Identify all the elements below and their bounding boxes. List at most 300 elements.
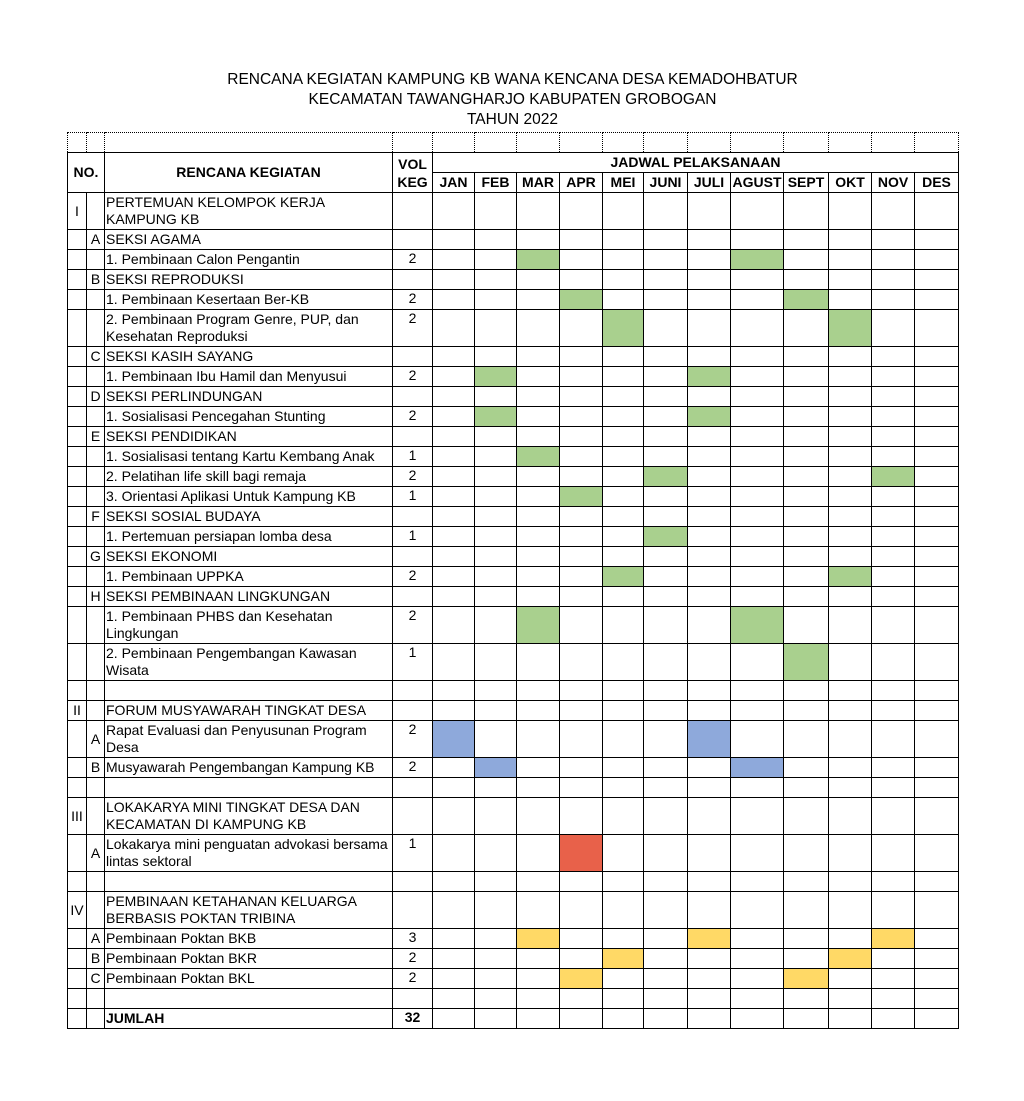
schedule-cell <box>560 367 603 387</box>
row-number <box>68 270 87 290</box>
schedule-cell <box>829 872 872 892</box>
schedule-cell <box>433 547 475 567</box>
schedule-cell <box>644 347 688 367</box>
table-body <box>68 133 959 1029</box>
schedule-cell <box>688 758 731 778</box>
schedule-cell <box>784 989 829 1009</box>
row-number <box>68 367 87 387</box>
schedule-cell <box>915 681 959 701</box>
schedule-cell <box>915 949 959 969</box>
schedule-cell <box>644 681 688 701</box>
schedule-cell <box>560 872 603 892</box>
schedule-cell <box>915 193 959 230</box>
schedule-cell <box>560 644 603 681</box>
activity-volume: 1 <box>393 447 433 467</box>
schedule-cell <box>829 778 872 798</box>
row-letter <box>87 701 105 721</box>
activity-volume: 2 <box>393 949 433 969</box>
schedule-cell <box>517 949 560 969</box>
schedule-cell <box>603 250 644 270</box>
schedule-cell <box>872 230 915 250</box>
table-row <box>68 310 959 347</box>
schedule-mark <box>560 290 603 310</box>
schedule-cell <box>688 193 731 230</box>
schedule-cell <box>603 835 644 872</box>
row-number: IV <box>68 892 87 929</box>
schedule-cell <box>829 587 872 607</box>
schedule-cell <box>915 250 959 270</box>
schedule-cell <box>872 270 915 290</box>
row-letter: F <box>87 507 105 527</box>
schedule-mark <box>517 929 560 949</box>
schedule-cell <box>644 969 688 989</box>
schedule-cell <box>829 547 872 567</box>
schedule-cell <box>644 892 688 929</box>
schedule-cell <box>829 427 872 447</box>
schedule-cell <box>603 1009 644 1029</box>
schedule-cell <box>517 587 560 607</box>
schedule-mark <box>731 250 784 270</box>
schedule-cell <box>560 989 603 1009</box>
activity-text: 1. Pertemuan persiapan lomba desa <box>105 527 393 547</box>
schedule-cell <box>731 447 784 467</box>
table-row <box>68 250 959 270</box>
schedule-cell <box>603 872 644 892</box>
row-letter: G <box>87 547 105 567</box>
schedule-cell <box>872 587 915 607</box>
schedule-cell <box>475 989 517 1009</box>
schedule-cell <box>872 507 915 527</box>
schedule-cell <box>872 527 915 547</box>
schedule-cell <box>517 701 560 721</box>
schedule-cell <box>560 447 603 467</box>
schedule-cell <box>644 250 688 270</box>
schedule-cell <box>784 872 829 892</box>
schedule-cell <box>731 487 784 507</box>
row-number: I <box>68 193 87 230</box>
row-number <box>68 407 87 427</box>
activity-volume: 1 <box>393 644 433 681</box>
row-letter: B <box>87 270 105 290</box>
schedule-cell <box>688 892 731 929</box>
schedule-cell <box>872 487 915 507</box>
schedule-cell <box>872 447 915 467</box>
activity-text: Pembinaan Poktan BKL <box>105 969 393 989</box>
schedule-cell <box>784 367 829 387</box>
table-row <box>68 507 959 527</box>
table-row <box>68 798 959 835</box>
activity-volume: 1 <box>393 527 433 547</box>
row-number <box>68 778 87 798</box>
activity-volume: 2 <box>393 310 433 347</box>
schedule-cell <box>475 721 517 758</box>
schedule-cell <box>688 835 731 872</box>
schedule-cell <box>433 347 475 367</box>
schedule-cell <box>644 387 688 407</box>
schedule-mark <box>731 758 784 778</box>
activity-text: Rapat Evaluasi dan Penyusunan Program Desa <box>105 721 393 758</box>
activity-volume <box>393 798 433 835</box>
schedule-cell <box>603 607 644 644</box>
schedule-cell <box>784 701 829 721</box>
schedule-cell <box>872 567 915 587</box>
schedule-cell <box>915 989 959 1009</box>
schedule-cell <box>829 193 872 230</box>
schedule-cell <box>433 310 475 347</box>
row-letter <box>87 681 105 701</box>
schedule-cell <box>644 487 688 507</box>
schedule-cell <box>560 427 603 447</box>
schedule-cell <box>915 758 959 778</box>
row-number <box>68 447 87 467</box>
row-letter: D <box>87 387 105 407</box>
header-keg: KEG <box>397 173 428 190</box>
schedule-cell <box>872 778 915 798</box>
schedule-cell <box>915 835 959 872</box>
schedule-cell <box>731 407 784 427</box>
row-letter <box>87 778 105 798</box>
schedule-cell <box>517 270 560 290</box>
schedule-cell <box>560 681 603 701</box>
schedule-cell <box>829 758 872 778</box>
activity-volume: 2 <box>393 367 433 387</box>
schedule-cell <box>603 193 644 230</box>
row-number <box>68 969 87 989</box>
schedule-cell <box>433 644 475 681</box>
schedule-cell <box>475 230 517 250</box>
activity-volume <box>393 427 433 447</box>
schedule-cell <box>433 230 475 250</box>
schedule-cell <box>475 250 517 270</box>
schedule-cell <box>872 347 915 367</box>
schedule-cell <box>433 507 475 527</box>
month-header: FEB <box>475 173 517 193</box>
activity-text <box>105 872 393 892</box>
schedule-cell <box>731 367 784 387</box>
schedule-cell <box>688 644 731 681</box>
schedule-cell <box>644 929 688 949</box>
row-number <box>68 721 87 758</box>
month-header: JAN <box>433 173 475 193</box>
schedule-cell <box>603 892 644 929</box>
total-blank-cell <box>68 1009 87 1029</box>
table-row <box>68 969 959 989</box>
schedule-cell <box>872 607 915 644</box>
activity-volume <box>393 547 433 567</box>
schedule-mark <box>475 367 517 387</box>
total-value: 32 <box>393 1009 433 1029</box>
schedule-cell <box>517 427 560 447</box>
row-number <box>68 949 87 969</box>
activity-volume: 2 <box>393 467 433 487</box>
row-number <box>68 547 87 567</box>
row-number <box>68 427 87 447</box>
schedule-cell <box>603 290 644 310</box>
schedule-cell <box>603 547 644 567</box>
schedule-cell <box>872 949 915 969</box>
schedule-cell <box>517 507 560 527</box>
schedule-cell <box>433 835 475 872</box>
schedule-cell <box>829 447 872 467</box>
row-number <box>68 230 87 250</box>
schedule-cell <box>517 778 560 798</box>
schedule-mark <box>784 644 829 681</box>
schedule-cell <box>829 347 872 367</box>
schedule-cell <box>731 681 784 701</box>
schedule-cell <box>603 407 644 427</box>
schedule-cell <box>603 721 644 758</box>
activity-text: SEKSI EKONOMI <box>105 547 393 567</box>
schedule-cell <box>688 290 731 310</box>
schedule-cell <box>603 270 644 290</box>
schedule-cell <box>560 949 603 969</box>
schedule-cell <box>731 193 784 230</box>
total-label: JUMLAH <box>105 1009 393 1029</box>
schedule-cell <box>433 427 475 447</box>
schedule-cell <box>872 367 915 387</box>
schedule-cell <box>829 989 872 1009</box>
schedule-cell <box>784 798 829 835</box>
activity-volume: 1 <box>393 835 433 872</box>
schedule-cell <box>829 467 872 487</box>
schedule-cell <box>644 507 688 527</box>
schedule-cell <box>560 250 603 270</box>
schedule-cell <box>433 250 475 270</box>
row-letter <box>87 290 105 310</box>
schedule-cell <box>688 798 731 835</box>
schedule-cell <box>603 587 644 607</box>
schedule-cell <box>644 949 688 969</box>
schedule-cell <box>517 969 560 989</box>
schedule-cell <box>517 872 560 892</box>
activity-text: 1. Sosialisasi Pencegahan Stunting <box>105 407 393 427</box>
schedule-cell <box>872 644 915 681</box>
month-header: DES <box>915 173 959 193</box>
schedule-cell <box>433 527 475 547</box>
schedule-cell <box>560 758 603 778</box>
schedule-cell <box>517 367 560 387</box>
row-number <box>68 467 87 487</box>
schedule-cell <box>433 778 475 798</box>
row-letter: A <box>87 929 105 949</box>
header-vol: VOL <box>398 155 427 172</box>
table-row <box>68 387 959 407</box>
schedule-cell <box>475 1009 517 1029</box>
table-row <box>68 467 959 487</box>
activity-text: SEKSI PENDIDIKAN <box>105 427 393 447</box>
table-row <box>68 681 959 701</box>
schedule-cell <box>560 407 603 427</box>
schedule-cell <box>517 230 560 250</box>
schedule-cell <box>872 310 915 347</box>
activity-text: 1. Pembinaan UPPKA <box>105 567 393 587</box>
schedule-cell <box>915 607 959 644</box>
schedule-cell <box>475 193 517 230</box>
schedule-cell <box>915 798 959 835</box>
schedule-cell <box>560 778 603 798</box>
schedule-cell <box>829 1009 872 1029</box>
row-letter <box>87 367 105 387</box>
schedule-cell <box>784 387 829 407</box>
row-number <box>68 835 87 872</box>
total-blank-cell <box>87 1009 105 1029</box>
schedule-cell <box>688 507 731 527</box>
schedule-cell <box>915 547 959 567</box>
schedule-cell <box>644 587 688 607</box>
schedule-cell <box>731 230 784 250</box>
schedule-cell <box>915 701 959 721</box>
schedule-cell <box>784 347 829 367</box>
row-letter <box>87 467 105 487</box>
schedule-cell <box>784 467 829 487</box>
schedule-cell <box>731 644 784 681</box>
schedule-cell <box>433 758 475 778</box>
schedule-mark <box>784 290 829 310</box>
schedule-cell <box>915 310 959 347</box>
schedule-cell <box>644 193 688 230</box>
activity-text: Pembinaan Poktan BKB <box>105 929 393 949</box>
row-number <box>68 290 87 310</box>
schedule-cell <box>784 949 829 969</box>
table-row <box>68 230 959 250</box>
schedule-cell <box>915 644 959 681</box>
schedule-cell <box>644 310 688 347</box>
schedule-cell <box>603 929 644 949</box>
schedule-cell <box>433 892 475 929</box>
schedule-cell <box>475 644 517 681</box>
schedule-cell <box>829 721 872 758</box>
schedule-cell <box>829 230 872 250</box>
schedule-cell <box>784 527 829 547</box>
row-number <box>68 681 87 701</box>
table-row <box>68 447 959 467</box>
schedule-cell <box>688 547 731 567</box>
schedule-cell <box>433 387 475 407</box>
schedule-mark <box>644 527 688 547</box>
activity-volume <box>393 892 433 929</box>
activity-text: SEKSI PEMBINAAN LINGKUNGAN <box>105 587 393 607</box>
row-letter: A <box>87 230 105 250</box>
schedule-cell <box>784 929 829 949</box>
row-letter: H <box>87 587 105 607</box>
table-row <box>68 644 959 681</box>
schedule-cell <box>517 644 560 681</box>
schedule-cell <box>829 798 872 835</box>
schedule-cell <box>872 969 915 989</box>
schedule-cell <box>784 447 829 467</box>
schedule-cell <box>433 798 475 835</box>
schedule-cell <box>517 347 560 367</box>
schedule-cell <box>560 567 603 587</box>
schedule-cell <box>475 547 517 567</box>
schedule-cell <box>433 989 475 1009</box>
schedule-cell <box>603 447 644 467</box>
activity-volume: 2 <box>393 607 433 644</box>
schedule-cell <box>915 778 959 798</box>
schedule-cell <box>688 487 731 507</box>
schedule-cell <box>644 778 688 798</box>
activity-volume <box>393 507 433 527</box>
title-line-2: KECAMATAN TAWANGHARJO KABUPATEN GROBOGAN <box>308 91 717 108</box>
schedule-cell <box>915 387 959 407</box>
schedule-cell <box>784 427 829 447</box>
schedule-cell <box>829 969 872 989</box>
table-row <box>68 892 959 929</box>
activity-text: SEKSI REPRODUKSI <box>105 270 393 290</box>
schedule-cell <box>915 230 959 250</box>
activity-text: 1. Pembinaan Kesertaan Ber-KB <box>105 290 393 310</box>
schedule-cell <box>731 989 784 1009</box>
activity-volume <box>393 587 433 607</box>
schedule-cell <box>731 270 784 290</box>
activity-volume <box>393 230 433 250</box>
schedule-cell <box>644 644 688 681</box>
schedule-cell <box>784 1009 829 1029</box>
schedule-cell <box>603 467 644 487</box>
schedule-cell <box>731 310 784 347</box>
activity-text: 1. Pembinaan PHBS dan Kesehatan Lingkungan <box>105 607 393 644</box>
schedule-cell <box>517 527 560 547</box>
activity-volume <box>393 347 433 367</box>
schedule-cell <box>915 270 959 290</box>
row-number <box>68 644 87 681</box>
table-row <box>68 607 959 644</box>
schedule-cell <box>872 872 915 892</box>
schedule-cell <box>560 1009 603 1029</box>
schedule-cell <box>644 798 688 835</box>
schedule-cell <box>475 892 517 929</box>
table-row <box>68 701 959 721</box>
schedule-cell <box>784 721 829 758</box>
schedule-mark <box>517 447 560 467</box>
schedule-mark <box>731 607 784 644</box>
table-row <box>68 587 959 607</box>
row-letter <box>87 892 105 929</box>
table-row <box>68 487 959 507</box>
schedule-cell <box>872 989 915 1009</box>
schedule-cell <box>603 758 644 778</box>
header-activity: RENCANA KEGIATAN <box>105 153 393 193</box>
row-letter: C <box>87 969 105 989</box>
row-number <box>68 758 87 778</box>
schedule-cell <box>915 587 959 607</box>
activity-volume <box>393 270 433 290</box>
schedule-cell <box>731 798 784 835</box>
activity-text: PERTEMUAN KELOMPOK KERJA KAMPUNG KB <box>105 193 393 230</box>
schedule-cell <box>603 347 644 367</box>
schedule-cell <box>829 270 872 290</box>
schedule-cell <box>915 427 959 447</box>
schedule-mark <box>603 949 644 969</box>
schedule-mark <box>872 929 915 949</box>
schedule-cell <box>872 193 915 230</box>
schedule-cell <box>688 387 731 407</box>
activity-volume <box>393 701 433 721</box>
schedule-cell <box>475 798 517 835</box>
activity-volume: 3 <box>393 929 433 949</box>
schedule-cell <box>560 527 603 547</box>
schedule-cell <box>475 607 517 644</box>
schedule-cell <box>433 367 475 387</box>
schedule-cell <box>603 798 644 835</box>
activity-text: Musyawarah Pengembangan Kampung KB <box>105 758 393 778</box>
schedule-cell <box>603 701 644 721</box>
activity-text: FORUM MUSYAWARAH TINGKAT DESA <box>105 701 393 721</box>
schedule-cell <box>731 567 784 587</box>
month-header: SEPT <box>784 173 829 193</box>
schedule-mark <box>433 721 475 758</box>
schedule-cell <box>603 969 644 989</box>
